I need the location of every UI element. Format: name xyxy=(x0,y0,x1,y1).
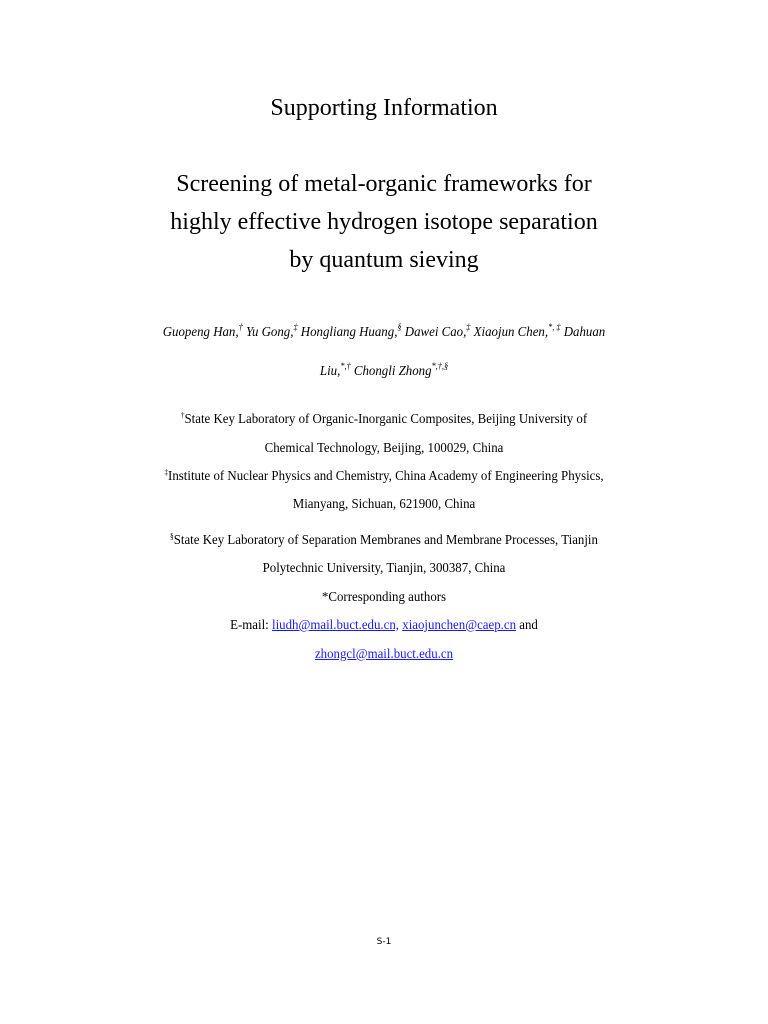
author-name: Chongli Zhong xyxy=(353,364,432,379)
supporting-information-heading: Supporting Information xyxy=(270,95,498,121)
affiliation-3-line-2: Polytechnic University, Tianjin, 300387, China xyxy=(262,561,506,576)
affiliation-mark: † xyxy=(238,322,243,332)
email-link-zhongcl[interactable]: zhongcl@mail.buct.edu.cn xyxy=(314,647,454,662)
affiliation-2-line-1 xyxy=(31,469,738,485)
author-list-line-1 xyxy=(31,322,738,341)
affiliation-mark: § xyxy=(397,322,402,332)
affiliation-text: Institute of Nuclear Physics and Chemistry, China Academy of Engineering Physics, xyxy=(168,469,604,484)
corresponding-authors-label: *Corresponding authors xyxy=(321,590,447,605)
email-line-1 xyxy=(31,618,738,634)
email-link-liudh[interactable]: liudh@mail.buct.edu.cn, xyxy=(271,618,400,633)
affiliation-mark: *,† xyxy=(340,361,351,371)
author-name: Xiaojun Chen, xyxy=(473,325,549,340)
author-name: Guopeng Han, xyxy=(162,325,239,340)
page-number: S-1 xyxy=(376,937,392,947)
email-link-xiaojunchen[interactable]: xiaojunchen@caep.cn xyxy=(402,618,517,633)
affiliation-text: State Key Laboratory of Organic-Inorganic Composites, Beijing University of xyxy=(184,412,588,427)
affiliation-2-line-2: Mianyang, Sichuan, 621900, China xyxy=(292,497,476,512)
affiliation-mark: ‡ xyxy=(293,322,298,332)
affiliation-mark: ‡ xyxy=(164,468,169,477)
email-line-2 xyxy=(31,647,738,663)
affiliation-mark: *, ‡ xyxy=(548,322,561,332)
affiliation-mark: † xyxy=(180,411,185,420)
affiliation-text: State Key Laboratory of Separation Membranes and Membrane Processes, Tianjin xyxy=(173,533,598,548)
affiliation-1-line-2: Chemical Technology, Beijing, 100029, China xyxy=(264,441,504,456)
author-name: Dahuan xyxy=(563,325,606,340)
title-line-2: highly effective hydrogen isotope separation xyxy=(170,209,598,235)
author-name: Liu, xyxy=(319,364,341,379)
author-name: Dawei Cao, xyxy=(404,325,467,340)
email-conjunction: and xyxy=(516,618,538,633)
author-name: Yu Gong, xyxy=(245,325,294,340)
affiliation-3-line-1 xyxy=(31,533,738,549)
affiliation-1-line-1 xyxy=(31,412,738,428)
title-line-3: by quantum sieving xyxy=(289,247,479,273)
author-list-line-2 xyxy=(31,361,738,380)
email-prefix: E-mail: xyxy=(230,618,272,633)
affiliation-mark: ‡ xyxy=(466,322,471,332)
author-name: Hongliang Huang, xyxy=(300,325,398,340)
affiliation-mark: § xyxy=(170,532,174,541)
affiliation-mark: *,†,§ xyxy=(431,361,449,371)
title-line-1: Screening of metal-organic frameworks for xyxy=(176,171,592,197)
